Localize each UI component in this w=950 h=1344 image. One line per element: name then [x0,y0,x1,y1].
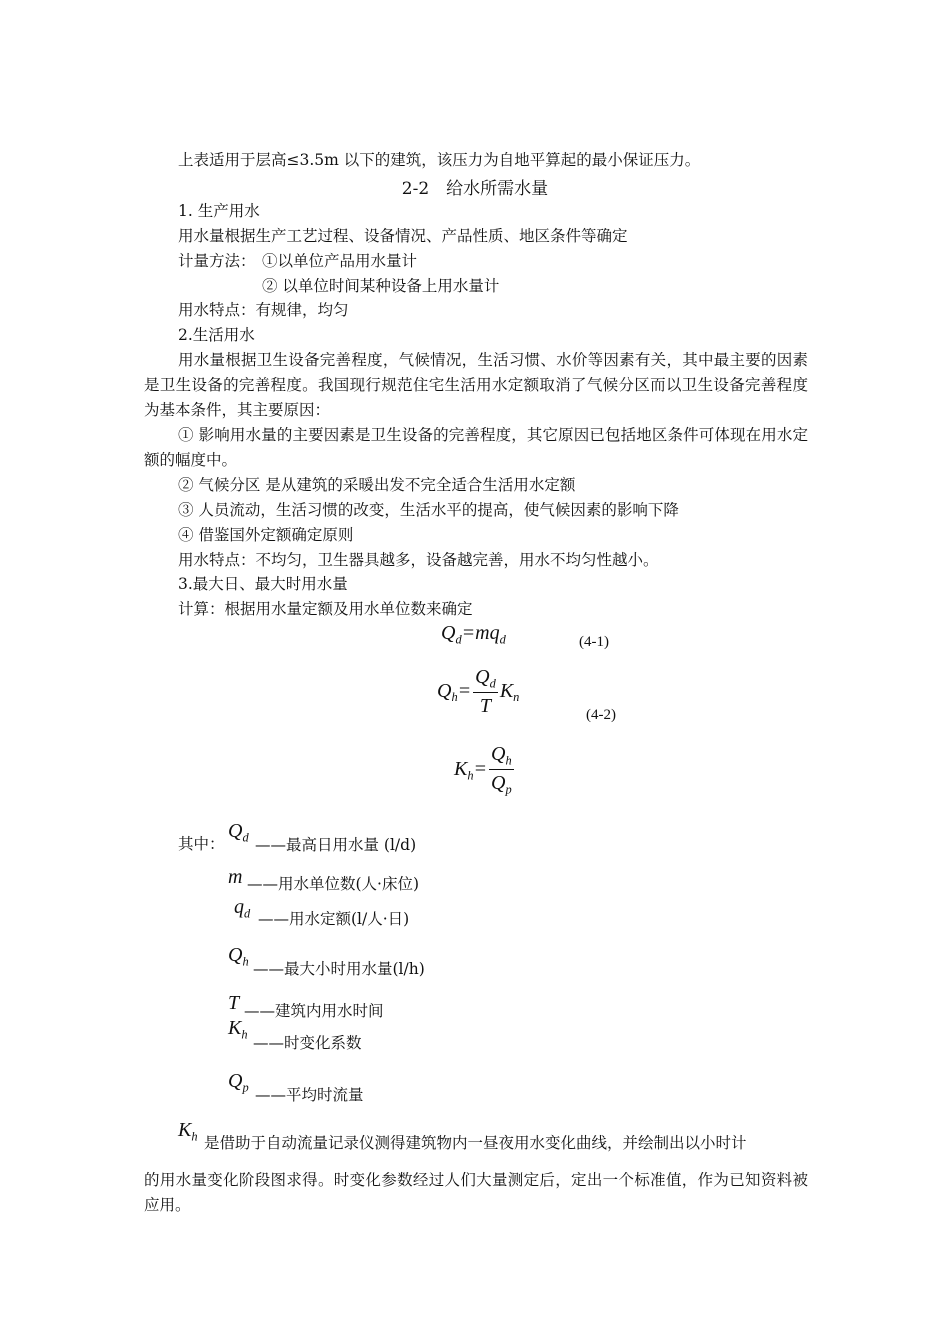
where-label: 其中： [178,835,225,853]
equation-kh: $K_h=$ $\frac{Q_h}{Q_p}$ [454,743,512,797]
s3-heading: 3.最大日、最大时用水量 [178,575,348,593]
def-qh: ——最大小时用水量(l/h) [253,960,425,978]
s2-reason-2: ② 气候分区 是从建筑的采暖出发不完全适合生活用水定额 [178,476,576,494]
s2-paragraph: 用水量根据卫生设备完善程度，气候情况，生活习惯、水价等因素有关，其中最主要的因素是卫生设备的完善程度。我国现行规范住宅生活用水定额取消了气候分区而以卫生设备完善程度为基本条件，其主要原因： [144,351,808,419]
s1-feature: 用水特点：有规律，均匀 [178,301,349,319]
def-qd-quota: ——用水定额(l/人·日) [258,910,410,928]
def-m: ——用水单位数(人·床位) [247,875,420,893]
closing-rest: 的用水量变化阶段图求得。时变化参数经过人们大量测定后，定出一个标准值，作为已知资料被应用。 [144,1171,808,1214]
symbol-qd-quota: $q_d$ [234,896,251,921]
s1-heading: 1. 生产用水 [178,202,260,220]
s1-method-2: ② 以单位时间某种设备上用水量计 [262,277,500,295]
closing-first-line: 是借助于自动流量记录仪测得建筑物内一昼夜用水变化曲线，并绘制出以小时计 [204,1134,747,1152]
symbol-m: m [228,866,243,888]
s2-heading: 2.生活用水 [178,326,255,344]
section-title: 2-2 给水所需水量 [401,179,549,199]
equation-4-1: $Q_d=mq_d$ [441,622,506,647]
s2-reason-3: ③ 人员流动，生活习惯的改变，生活水平的提高，使气候因素的影响下降 [178,501,679,519]
intro-line: 上表适用于层高≤3.5m 以下的建筑，该压力为自地平算起的最小保证压力。 [178,151,701,169]
s2-reason-1: ① 影响用水量的主要因素是卫生设备的完善程度，其它原因已包括地区条件可体现在用水定额的幅度中。 [144,426,808,469]
s1-method-1: ①以单位产品用水量计 [262,252,418,270]
s2-feature: 用水特点：不均匀，卫生器具越多，设备越完善，用水不均匀性越小。 [178,551,659,569]
symbol-kh-closing: $K_h$ [178,1119,198,1144]
symbol-qd-max: $Q_d$ [228,820,249,845]
equation-4-2-number: (4-2) [586,707,616,723]
equation-4-1-number: (4-1) [579,634,609,650]
s2-reason-4: ④ 借鉴国外定额确定原则 [178,526,354,544]
symbol-qp: $Q_p$ [228,1070,249,1095]
s3-calc: 计算：根据用水量定额及用水单位数来确定 [178,600,473,618]
def-t: ——建筑内用水时间 [244,1002,384,1020]
symbol-t: T [228,992,240,1014]
symbol-qh: $Q_h$ [228,944,249,969]
equation-4-2: $Q_h=$ $\frac{Q_d}{T}$ $K_n$ [437,666,520,718]
symbol-kh: $K_h$ [228,1017,248,1042]
def-qp: ——平均时流量 [255,1086,364,1104]
s1-method-label: 计量方法： [178,252,256,270]
def-qd-max: ——最高日用水量 (l/d) [255,836,417,854]
s1-basis: 用水量根据生产工艺过程、设备情况、产品性质、地区条件等确定 [178,227,628,245]
def-kh: ——时变化系数 [253,1034,362,1052]
